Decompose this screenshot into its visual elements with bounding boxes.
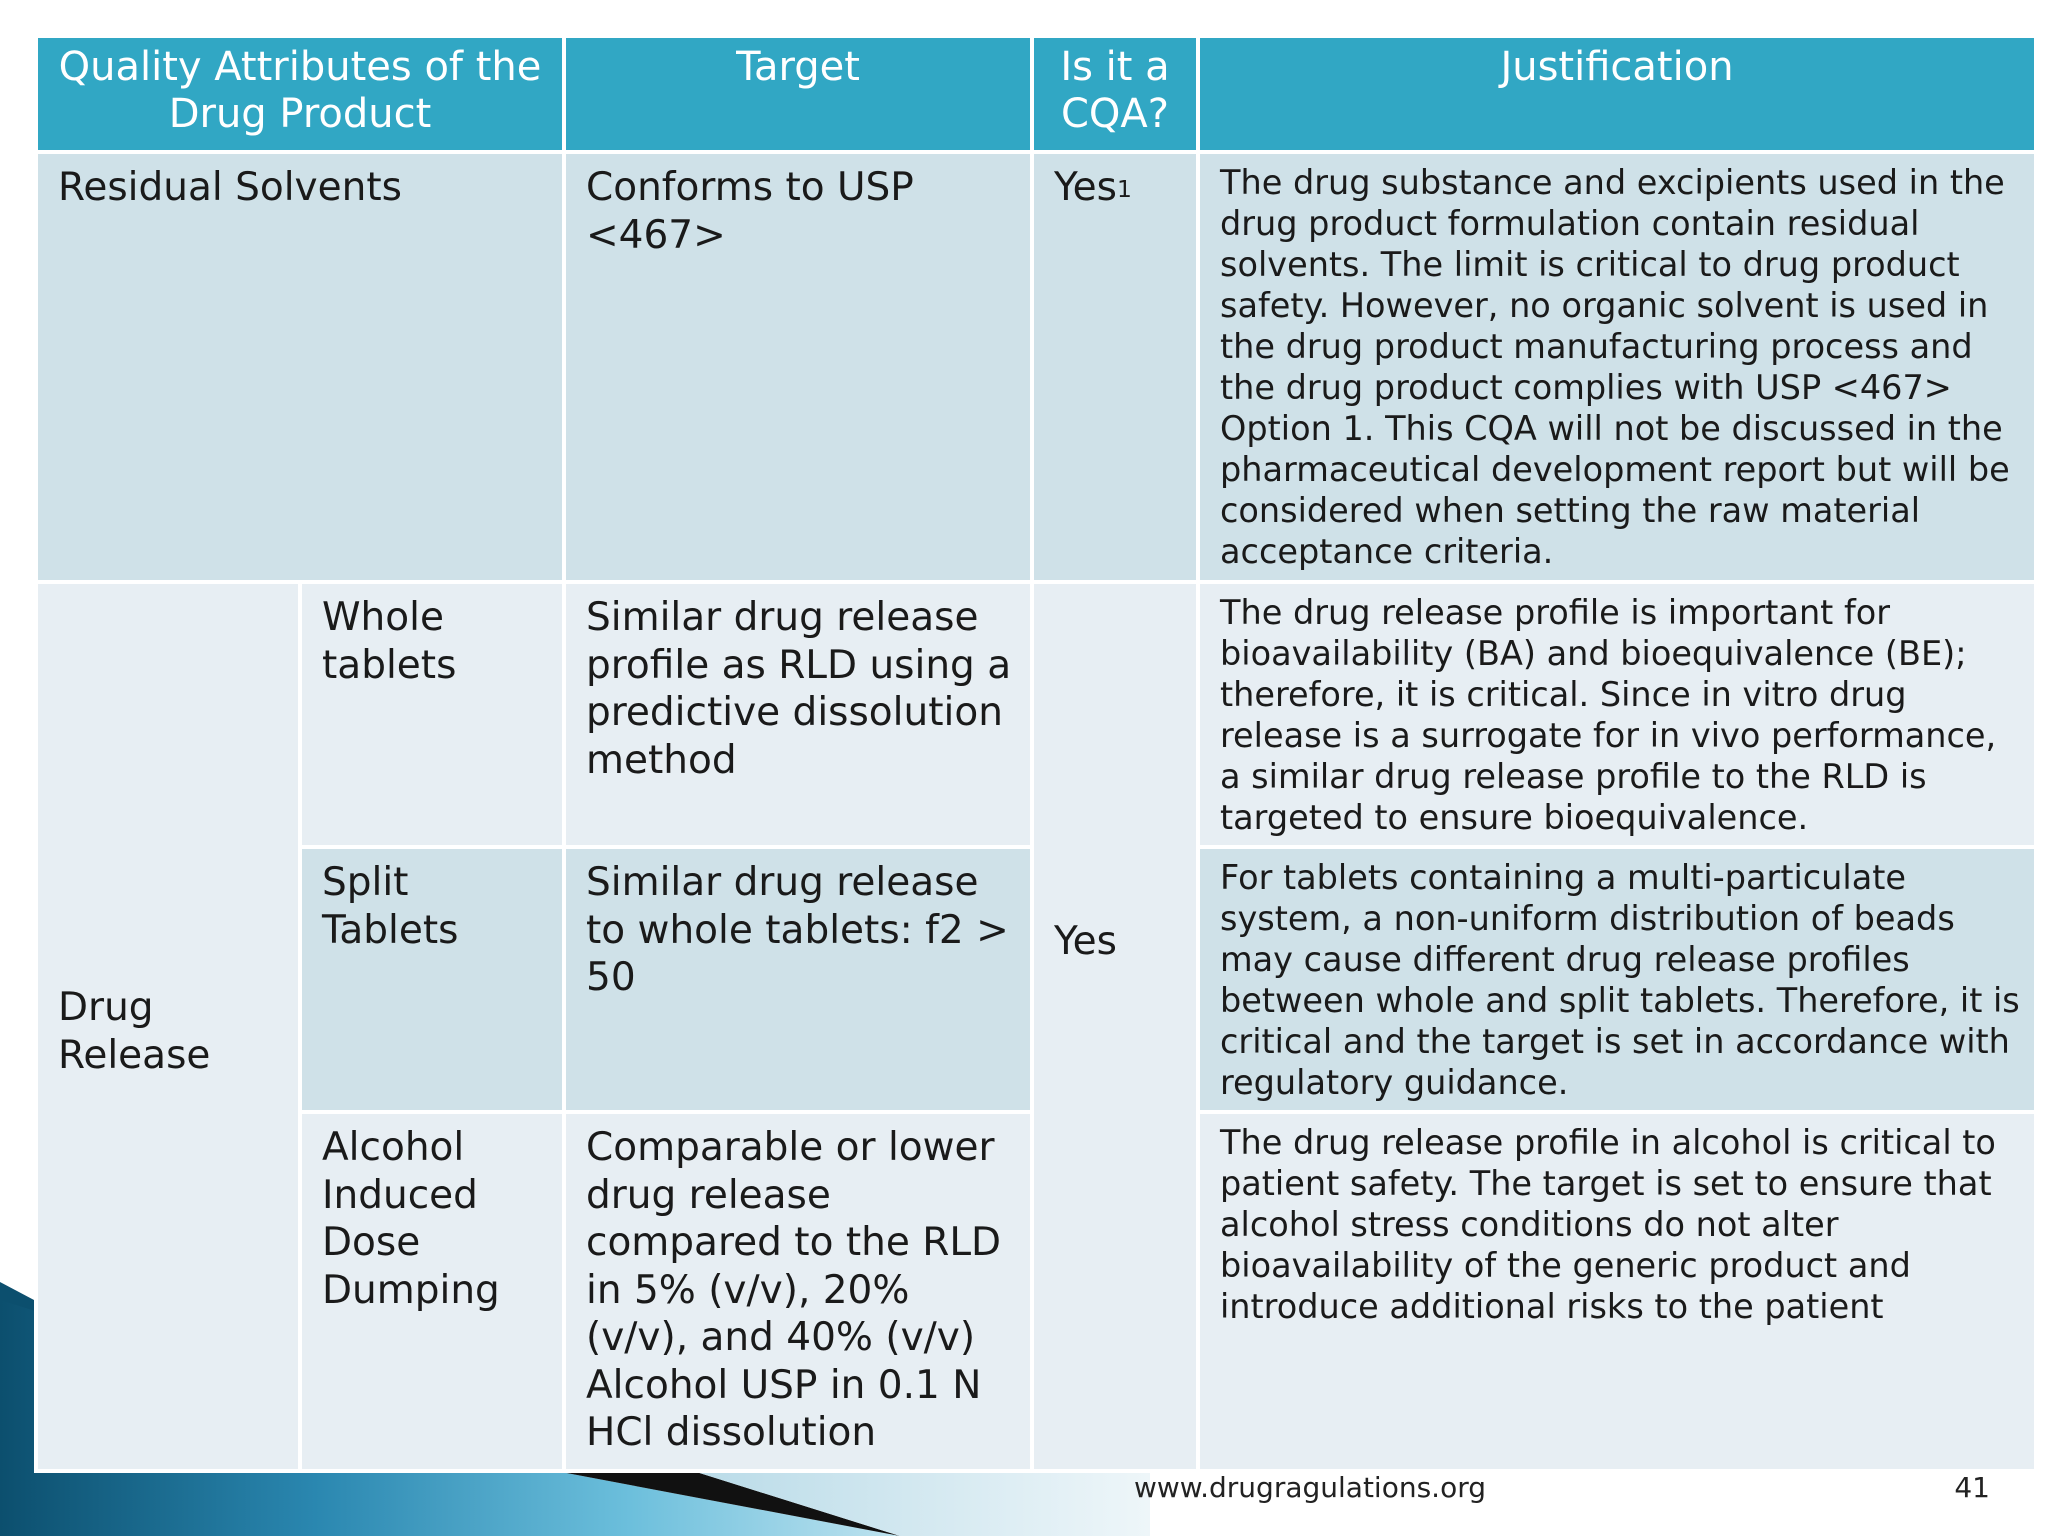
cqa-cell: Yes [1032, 582, 1198, 1471]
header-justification: Justification [1198, 36, 2036, 152]
target-cell: Comparable or lower drug release compared to the RLD in 5% (v/v), 20% (v/v), and 40% (v/v) Alcohol USP in 0.1 N HCl dissolution [564, 1112, 1032, 1471]
cqa-value: Yes [1054, 165, 1117, 210]
attribute-cell: Residual Solvents [36, 152, 564, 582]
table-row [36, 582, 2036, 847]
header-quality-attributes: Quality Attributes of the Drug Product [36, 36, 564, 152]
subattribute-cell: Whole tablets [300, 582, 564, 847]
cqa-table [34, 34, 2038, 1473]
justification-cell: For tablets containing a multi-particulate system, a non-uniform distribution of beads may cause different drug release profiles between whole and split tablets. Therefore, it is critical and the target is set in accordance with regulatory guidance. [1198, 847, 2036, 1112]
justification-cell: The drug release profile in alcohol is critical to patient safety. The target is set to ensure that alcohol stress conditions do not alter bioavailability of the generic product and introduce additional risks to the patient [1198, 1112, 2036, 1471]
justification-cell: The drug release profile is important for bioavailability (BA) and bioequivalence (BE); therefore, it is critical. Since in vitro drug release is a surrogate for in vivo performance, a similar drug release profile to the RLD is targeted to ensure bioequivalence. [1198, 582, 2036, 847]
header-row [36, 36, 2036, 152]
page-number: 41 [1954, 1471, 1990, 1504]
subattribute-cell: Split Tablets [300, 847, 564, 1112]
cqa-cell [1032, 152, 1198, 582]
target-cell: Similar drug release profile as RLD using a predictive dissolution method [564, 582, 1032, 847]
header-is-cqa: Is it a CQA? [1032, 36, 1198, 152]
table-row [36, 152, 2036, 582]
attribute-cell: Drug Release [36, 582, 300, 1471]
subattribute-cell: Alcohol Induced Dose Dumping [300, 1112, 564, 1471]
footer-url: www.drugragulations.org [1133, 1471, 1486, 1504]
target-cell: Similar drug release to whole tablets: f2 > 50 [564, 847, 1032, 1112]
footnote-marker: 1 [1116, 175, 1132, 203]
header-target: Target [564, 36, 1032, 152]
justification-cell: The drug substance and excipients used in the drug product formulation contain residual solvents. The limit is critical to drug product safety. However, no organic solvent is used in the drug product manufacturing process and the drug product complies with USP <467> Option 1. This CQA will not be discussed in the pharmaceutical development report but will be considered when setting the raw material acceptance criteria. [1198, 152, 2036, 582]
target-cell: Conforms to USP <467> [564, 152, 1032, 582]
